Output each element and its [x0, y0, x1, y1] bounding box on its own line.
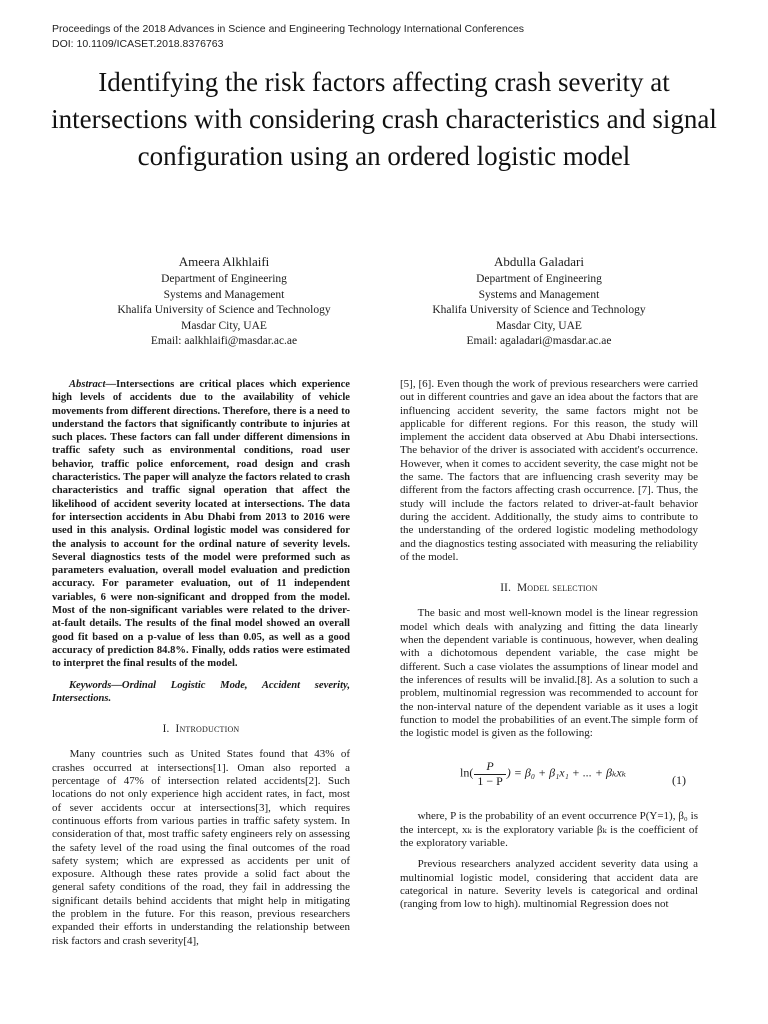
author-email: Email: aalkhlaifi@masdar.ac.ae — [150, 335, 298, 348]
section-number: I. — [162, 723, 170, 736]
equation-body — [460, 760, 626, 788]
author-city: Masdar City, UAE — [181, 319, 267, 332]
abstract-lead: Abstract — [68, 379, 106, 390]
keywords: Keywords—Ordinal Logistic Mode, Accident severity, Intersections. — [52, 679, 350, 704]
author-university: Khalifa University of Science and Technology — [432, 304, 646, 317]
model-selection-paragraph-3: Previous researchers analyzed accident severity data using a multinomial logistic model, considering that accident data are categorical in nature. Severity levels is categorical and ordinal (ranging from low to high). multinomial Regression does not — [400, 858, 698, 911]
author-name: Ameera Alkhlaifi — [178, 254, 270, 269]
equation-lhs-function: ln( — [460, 765, 474, 780]
paper-title: Identifying the risk factors affecting crash severity at intersections with considering crash characteristics and signal configuration using an ordered logistic model — [51, 67, 717, 171]
author-block-1 — [74, 252, 374, 350]
model-selection-paragraph-2: where, P is the probability of an event occurrence P(Y=1), β₀ is the intercept, xₖ is the exploratory variable βₖ is the coefficient of the exploratory variable. — [400, 810, 698, 850]
abstract — [52, 378, 350, 671]
left-column — [52, 378, 350, 956]
author-email: Email: agaladari@masdar.ac.ae — [466, 335, 612, 348]
doi-line: DOI: 10.1109/ICASET.2018.8376763 — [52, 38, 224, 50]
introduction-paragraph: Many countries such as United States found that 43% of crashes occurred at intersections[1]. Oman also reported a percentage of 47% of intersection related accidents[2]. Such locations do not only experience high accident rates, in fact, most of sever accidents occur at intersections[3], which requires continuous efforts from various parties in traffic safety system. In consideration of that, most traffic safety engineers rely on assessing the safety level of the road using the final outcomes of the road safety system; which are expressed as accidents per unit of exposure. Although these rates provide a solid fact about the general safety conditions of the road, they fail in addressing the significant details behind accidents that might help in mitigating the problem in the future. For this reason, previous researchers expanded their efforts in understanding the relationship between risk factors and crash severity[4], — [52, 748, 350, 947]
section-title: Introduction — [175, 723, 240, 736]
author-department: Department of Engineering — [476, 273, 602, 285]
section-heading-introduction — [52, 723, 350, 736]
proceedings-line: Proceedings of the 2018 Advances in Science and Engineering Technology International Conferences — [52, 23, 525, 35]
author-university: Khalifa University of Science and Technology — [117, 304, 331, 317]
author-city: Masdar City, UAE — [496, 319, 582, 332]
equation-fraction — [474, 760, 505, 788]
equation-1 — [400, 754, 698, 800]
author-block-2 — [389, 252, 689, 350]
author-name: Abdulla Galadari — [494, 254, 584, 269]
section-title: Model selection — [517, 582, 598, 595]
abstract-text: —Intersections are critical places which experience high levels of accidents due to the availability of vehicle movements from different directions. Therefore, there is a need to understand the factors that significantly contribute to injuries at such places. These factors can fall under different dimensions in traffic safety such as environmental conditions, road user behavior, traffic police enforcement, road design and crash characteristics. The paper will analyze the factors related to crash characteristics and traffic signal operation that affect the likelihood of accident severity located at intersections. The data for intersection accidents in Abu Dhabi from 2013 to 2016 were used in this analysis. Ordinal logistic model was considered for the analysis to account for the ordinal nature of severity levels. Several diagnostics tests of the model were preformed such as parameters evaluation, overall model evaluation and prediction accuracy. For parameter evaluation, out of 11 independent variables, 6 were non-significant and dropped from the model. Most of the non-significant variables were related to the driver-at-fault details. The results of the final model showed an overall good fit based on a p-value of less than 0.05, as well as a good accuracy of prediction 84.8%. Finally, odds ratios were estimated to interpret the final results of the model. — [52, 379, 350, 670]
equation-denominator: 1 − P — [477, 773, 503, 788]
author-department: Department of Engineering — [161, 273, 287, 285]
equation-rhs: ) = β₀ + β₁x₁ + ... + βₖxₖ — [506, 765, 627, 780]
section-heading-model-selection — [400, 582, 698, 595]
right-column — [400, 378, 698, 920]
section-number: II. — [500, 582, 512, 595]
model-selection-paragraph-1: The basic and most well-known model is the linear regression model which deals with analyzing and fitting the data linearly when the dependent variable is continuous, however, when dealing with a dichotomous dependent variable, the case might be different. Such a case violates the assumptions of linear model and the inferences of results will be invalid.[8]. As a solution to such a problem, multinomial regression was recommended to account for the non-interval nature of the dependent variable as it uses a logit function to model the probabilities of an event.The simple form of the logistic model is given as the following: — [400, 607, 698, 740]
equation-numerator: P — [474, 760, 505, 774]
author-department-line2: Systems and Management — [478, 288, 600, 301]
proceedings-header — [52, 22, 524, 52]
introduction-continuation: [5], [6]. Even though the work of previous researchers were carried out in different countries and gave an idea about the factors that are influencing accident severity, the same factors might not be applicable for different regions. For this reason, the study will implement the accident data observed at Abu Dhabi intersections. The behavior of the driver is associated with accident's occurrence. However, when it comes to accident severity, the case might not be the same. The factors that are influencing crash severity may be different from the factors affecting crash occurrence. [7]. Thus, the study will include the factors related to driver-at-fault behavior during the accident. Additionally, the study aims to contribute to the understanding of the ordered logistic modeling methodology and the diagnostics testing associated with measuring the reliability of the model. — [400, 378, 698, 563]
equation-number: (1) — [672, 773, 686, 788]
author-department-line2: Systems and Management — [163, 288, 285, 301]
